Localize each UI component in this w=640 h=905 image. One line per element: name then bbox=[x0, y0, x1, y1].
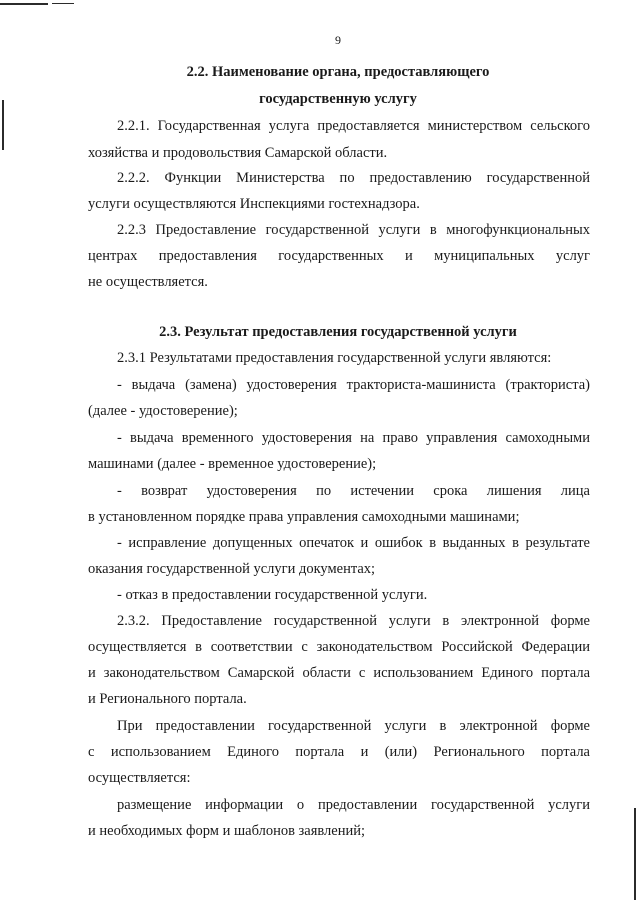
section-heading-2-2-line1: 2.2. Наименование органа, предоставляющего bbox=[186, 64, 490, 80]
list-item-1-line1: - выдача (замена) удостоверения тракториста-машиниста (тракториста) bbox=[117, 377, 590, 393]
paragraph-2-2-3-line1: 2.2.3 Предоставление государственной услуги в многофункциональных bbox=[117, 222, 590, 238]
paragraph-2-2-2-line1: 2.2.2. Функции Министерства по предоставлению государственной bbox=[117, 170, 590, 186]
page-number: 9 bbox=[335, 33, 341, 47]
paragraph-2-3-1: 2.3.1 Результатами предоставления государственной услуги являются: bbox=[117, 350, 552, 366]
scan-artifact-right-edge bbox=[634, 808, 636, 900]
list-item-3-line1: - возврат удостоверения по истечении срока лишения лица bbox=[117, 483, 590, 499]
list-item-5: - отказ в предоставлении государственной услуги. bbox=[117, 587, 428, 603]
list-item-2-line2: машинами (далее - временное удостоверение); bbox=[88, 456, 377, 472]
list-item-4-line2: оказания государственной услуги документах; bbox=[88, 561, 376, 577]
paragraph-2-2-3-line3: не осуществляется. bbox=[88, 274, 208, 290]
list-item-1-line2: (далее - удостоверение); bbox=[88, 403, 238, 419]
paragraph-placement-line2: и необходимых форм и шаблонов заявлений; bbox=[88, 823, 366, 839]
paragraph-electronic-line3: осуществляется: bbox=[88, 770, 191, 786]
paragraph-2-3-2-line4: и Регионального портала. bbox=[88, 691, 247, 707]
scan-artifact-top-right bbox=[52, 3, 74, 4]
section-heading-2-2-line2: государственную услугу bbox=[259, 91, 417, 107]
section-heading-2-3: 2.3. Результат предоставления государственной услуги bbox=[159, 324, 517, 340]
paragraph-2-3-2-line3: и законодательством Самарской области с использованием Единого портала bbox=[88, 665, 590, 681]
paragraph-2-2-2-line2: услуги осуществляются Инспекциями гостехнадзора. bbox=[88, 196, 420, 212]
paragraph-2-2-3-line2: центрах предоставления государственных и муниципальных услуг bbox=[88, 248, 590, 264]
paragraph-placement-line1: размещение информации о предоставлении государственной услуги bbox=[117, 797, 590, 813]
paragraph-2-2-1-line2: хозяйства и продовольствия Самарской области. bbox=[88, 145, 388, 161]
list-item-2-line1: - выдача временного удостоверения на право управления самоходными bbox=[117, 430, 590, 446]
list-item-4-line1: - исправление допущенных опечаток и ошибок в выданных в результате bbox=[117, 535, 590, 551]
paragraph-2-2-1-line1: 2.2.1. Государственная услуга предоставляется министерством сельского bbox=[117, 118, 590, 134]
paragraph-electronic-line1: При предоставлении государственной услуги в электронной форме bbox=[117, 718, 590, 734]
paragraph-2-3-2-line1: 2.3.2. Предоставление государственной услуги в электронной форме bbox=[117, 613, 590, 629]
paragraph-electronic-line2: с использованием Единого портала и (или) Регионального портала bbox=[88, 744, 590, 760]
scan-artifact-top bbox=[0, 3, 48, 5]
list-item-3-line2: в установленном порядке права управления самоходными машинами; bbox=[88, 509, 520, 525]
paragraph-2-3-2-line2: осуществляется в соответствии с законодательством Российской Федерации bbox=[88, 639, 590, 655]
